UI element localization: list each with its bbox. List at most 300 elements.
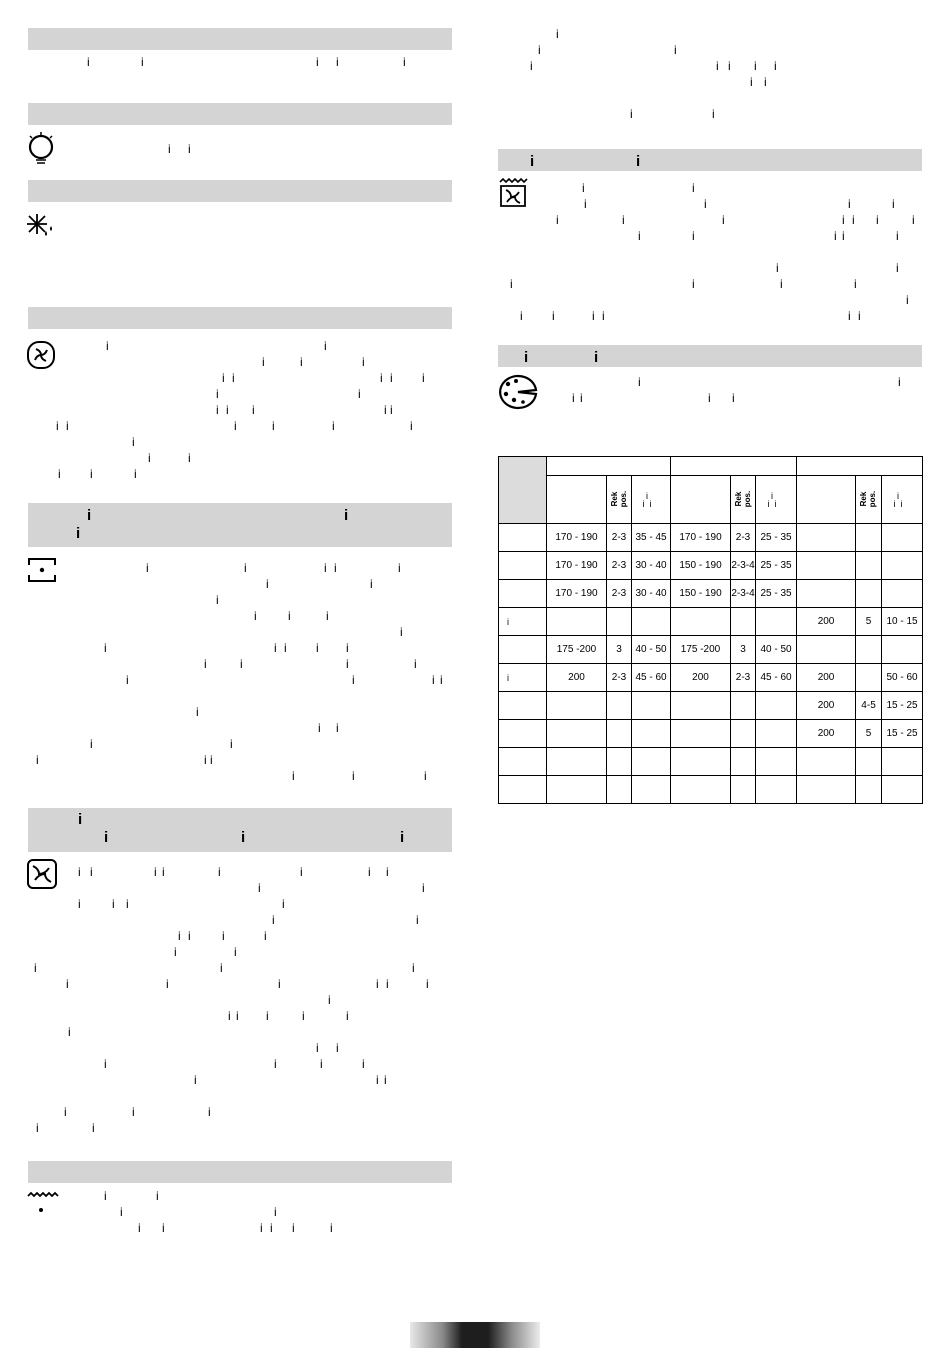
text-glyph: i [252, 403, 255, 417]
table-cell: 200 [797, 608, 856, 636]
table-cell [856, 580, 882, 608]
text-glyph: i [56, 419, 59, 433]
text-glyph: i [728, 59, 731, 73]
table-cell [882, 748, 923, 776]
table-cell: 200 [797, 720, 856, 748]
table-cell [607, 776, 632, 804]
table-row [499, 776, 923, 804]
text-glyph: i [166, 977, 169, 991]
table-cell: 3 [607, 636, 632, 664]
text-glyph: i [154, 865, 157, 879]
table-cell [731, 748, 756, 776]
table-cell [547, 608, 607, 636]
text-glyph: i [376, 977, 379, 991]
table-row [499, 664, 923, 692]
table-cell [856, 776, 882, 804]
dish-name-cell [499, 776, 547, 804]
table-cell [731, 776, 756, 804]
text-glyph: i [36, 753, 39, 767]
text-glyph: i [92, 1121, 95, 1135]
text-glyph: i [362, 355, 365, 369]
heading-glyph: i [344, 507, 349, 524]
table-cell: 3 [731, 636, 756, 664]
text-glyph: i [236, 1009, 239, 1023]
text-glyph: i [90, 737, 93, 751]
text-glyph: i [750, 75, 753, 89]
table-cell [856, 552, 882, 580]
text-glyph: i [572, 391, 575, 405]
table-row [499, 720, 923, 748]
text-glyph: i [316, 1041, 319, 1055]
text-glyph: i [336, 1041, 339, 1055]
heading-glyph: i [524, 349, 529, 366]
table-cell [671, 748, 731, 776]
table-cell: 25 - 35 [756, 580, 797, 608]
text-glyph: i [842, 229, 845, 243]
text-glyph: i [384, 403, 387, 417]
text-glyph: i [278, 977, 281, 991]
text-glyph: i [692, 229, 695, 243]
time-col-header: i i i [756, 476, 797, 524]
table-cell [882, 524, 923, 552]
text-glyph: i [292, 1221, 295, 1235]
rek-pos-header: Rek pos. [607, 476, 632, 524]
table-cell: 170 - 190 [671, 524, 731, 552]
text-glyph: i [716, 59, 719, 73]
text-glyph: i [316, 641, 319, 655]
heading-glyph: i [530, 153, 535, 170]
text-glyph: i [90, 865, 93, 879]
text-glyph: i [226, 403, 229, 417]
text-glyph: i [132, 435, 135, 449]
text-glyph: i [416, 913, 419, 927]
temp-col-header [797, 476, 856, 524]
text-glyph: i [188, 929, 191, 943]
text-glyph: i [138, 1221, 141, 1235]
text-glyph: i [362, 1057, 365, 1071]
defrost-icon [26, 213, 54, 239]
text-glyph: i [326, 609, 329, 623]
table-cell: 170 - 190 [547, 524, 607, 552]
table-cell [607, 748, 632, 776]
table-cell [756, 776, 797, 804]
text-glyph: i [270, 1221, 273, 1235]
text-glyph: i [876, 213, 879, 227]
section-header-bar [28, 28, 452, 50]
bottom-fan-icon [498, 178, 528, 210]
table-cell [547, 776, 607, 804]
text-glyph: i [78, 897, 81, 911]
table-cell: 150 - 190 [671, 580, 731, 608]
heading-glyph: i [594, 349, 599, 366]
table-cell: 35 - 45 [632, 524, 671, 552]
text-glyph: i [556, 27, 559, 41]
table-cell [756, 748, 797, 776]
text-glyph: i [776, 261, 779, 275]
dish-name-cell: i [499, 664, 547, 692]
table-cell [882, 580, 923, 608]
table-cell [756, 608, 797, 636]
text-glyph: i [580, 391, 583, 405]
text-glyph: i [220, 961, 223, 975]
table-cell: 45 - 60 [756, 664, 797, 692]
text-glyph: i [66, 419, 69, 433]
table-cell: 4-5 [856, 692, 882, 720]
time-col-header: i i i [882, 476, 923, 524]
text-glyph: i [274, 641, 277, 655]
text-glyph: i [334, 561, 337, 575]
text-glyph: i [754, 59, 757, 73]
fan-icon [26, 340, 56, 370]
table-cell [856, 664, 882, 692]
text-glyph: i [780, 277, 783, 291]
section-header-bar [498, 149, 922, 171]
text-glyph: i [414, 657, 417, 671]
text-glyph: i [141, 55, 144, 69]
text-glyph: i [222, 371, 225, 385]
table-cell: 200 [547, 664, 607, 692]
text-glyph: i [712, 107, 715, 121]
text-glyph: i [834, 229, 837, 243]
table-cell: 45 - 60 [632, 664, 671, 692]
text-glyph: i [134, 467, 137, 481]
text-glyph: i [260, 1221, 263, 1235]
table-cell: 25 - 35 [756, 552, 797, 580]
text-glyph: i [398, 561, 401, 575]
text-glyph: i [638, 229, 641, 243]
table-row [499, 580, 923, 608]
text-glyph: i [274, 1057, 277, 1071]
table-cell [731, 608, 756, 636]
text-glyph: i [764, 75, 767, 89]
text-glyph: i [848, 197, 851, 211]
table-cell [671, 608, 731, 636]
text-glyph: i [78, 865, 81, 879]
table-cell [882, 776, 923, 804]
text-glyph: i [266, 577, 269, 591]
lamp-icon [26, 130, 58, 166]
text-glyph: i [556, 213, 559, 227]
text-glyph: i [440, 673, 443, 687]
section-header-bar [28, 808, 452, 852]
text-glyph: i [262, 355, 265, 369]
table-cell [856, 748, 882, 776]
text-glyph: i [234, 419, 237, 433]
table-group-header [547, 457, 671, 476]
static-oven-icon [26, 555, 58, 585]
rek-pos-header: Rek pos. [731, 476, 756, 524]
heading-glyph: i [87, 507, 92, 524]
text-glyph: i [228, 1009, 231, 1023]
text-glyph: i [87, 55, 90, 69]
text-glyph: i [234, 945, 237, 959]
table-cell [797, 748, 856, 776]
text-glyph: i [272, 419, 275, 433]
text-glyph: i [412, 961, 415, 975]
table-cell: 30 - 40 [632, 580, 671, 608]
table-cell [607, 692, 632, 720]
table-cell [632, 608, 671, 636]
text-glyph: i [302, 1009, 305, 1023]
text-glyph: i [510, 277, 513, 291]
text-glyph: i [324, 339, 327, 353]
text-glyph: i [168, 142, 171, 156]
table-cell [632, 748, 671, 776]
text-glyph: i [722, 213, 725, 227]
text-glyph: i [146, 561, 149, 575]
text-glyph: i [264, 929, 267, 943]
heading-glyph: i [78, 811, 83, 828]
text-glyph: i [204, 753, 207, 767]
heading-glyph: i [241, 829, 246, 846]
dish-name-cell [499, 580, 547, 608]
text-glyph: i [174, 945, 177, 959]
table-group-header [797, 457, 923, 476]
section-header-bar [28, 307, 452, 329]
text-glyph: i [34, 961, 37, 975]
text-glyph: i [692, 181, 695, 195]
text-glyph: i [330, 1221, 333, 1235]
table-cell [547, 720, 607, 748]
text-glyph: i [320, 1057, 323, 1071]
text-glyph: i [194, 1073, 197, 1087]
text-glyph: i [210, 753, 213, 767]
text-glyph: i [852, 213, 855, 227]
table-row [499, 748, 923, 776]
text-glyph: i [390, 371, 393, 385]
text-glyph: i [384, 1073, 387, 1087]
text-glyph: i [178, 929, 181, 943]
table-cell: 170 - 190 [547, 552, 607, 580]
text-glyph: i [622, 213, 625, 227]
table-cell [797, 552, 856, 580]
text-glyph: i [292, 769, 295, 783]
table-cell: 175 -200 [671, 636, 731, 664]
text-glyph: i [148, 451, 151, 465]
text-glyph: i [422, 881, 425, 895]
text-glyph: i [892, 197, 895, 211]
table-cell: 25 - 35 [756, 524, 797, 552]
table-corner-cell [499, 457, 547, 524]
text-glyph: i [708, 391, 711, 405]
text-glyph: i [90, 467, 93, 481]
text-glyph: i [272, 913, 275, 927]
text-glyph: i [732, 391, 735, 405]
text-glyph: i [254, 609, 257, 623]
text-glyph: i [352, 673, 355, 687]
table-cell [671, 720, 731, 748]
section-header-bar [28, 180, 452, 202]
table-cell: 200 [671, 664, 731, 692]
text-glyph: i [630, 107, 633, 121]
text-glyph: i [282, 897, 285, 911]
text-glyph: i [692, 277, 695, 291]
text-glyph: i [58, 467, 61, 481]
temp-col-header [547, 476, 607, 524]
text-glyph: i [162, 1221, 165, 1235]
table-row [499, 636, 923, 664]
table-cell: 5 [856, 608, 882, 636]
text-glyph: i [896, 261, 899, 275]
table-cell: 10 - 15 [882, 608, 923, 636]
text-glyph: i [386, 977, 389, 991]
text-glyph: i [126, 673, 129, 687]
text-glyph: i [380, 371, 383, 385]
table-cell: 15 - 25 [882, 720, 923, 748]
text-glyph: i [244, 561, 247, 575]
table-cell [731, 720, 756, 748]
page-footer-bar [410, 1322, 540, 1348]
temp-col-header [671, 476, 731, 524]
text-glyph: i [602, 309, 605, 323]
dish-name-cell [499, 524, 547, 552]
table-cell [797, 636, 856, 664]
table-row [499, 552, 923, 580]
text-glyph: i [390, 403, 393, 417]
dish-name-cell [499, 720, 547, 748]
table-cell [756, 720, 797, 748]
text-glyph: i [584, 197, 587, 211]
rek-pos-header: Rek pos. [856, 476, 882, 524]
text-glyph: i [156, 1189, 159, 1203]
table-cell [547, 748, 607, 776]
heading-glyph: i [104, 829, 109, 846]
text-glyph: i [898, 375, 901, 389]
table-cell: 50 - 60 [882, 664, 923, 692]
section-header-bar [28, 1161, 452, 1183]
text-glyph: i [216, 403, 219, 417]
text-glyph: i [592, 309, 595, 323]
section-header-bar [28, 503, 452, 547]
text-glyph: i [426, 977, 429, 991]
table-cell [632, 720, 671, 748]
text-glyph: i [674, 43, 677, 57]
text-glyph: i [842, 213, 845, 227]
text-glyph: i [410, 419, 413, 433]
text-glyph: i [284, 641, 287, 655]
text-glyph: i [582, 181, 585, 195]
text-glyph: i [858, 309, 861, 323]
table-row [499, 692, 923, 720]
text-glyph: i [112, 897, 115, 911]
table-cell [797, 580, 856, 608]
table-cell [882, 552, 923, 580]
text-glyph: i [316, 55, 319, 69]
fan-grill-icon [26, 858, 58, 890]
time-col-header: i i i [632, 476, 671, 524]
text-glyph: i [376, 1073, 379, 1087]
table-cell: 150 - 190 [671, 552, 731, 580]
text-glyph: i [352, 769, 355, 783]
table-cell: 15 - 25 [882, 692, 923, 720]
table-cell: 200 [797, 692, 856, 720]
heading-glyph: i [400, 829, 405, 846]
text-glyph: i [258, 881, 261, 895]
table-cell: 5 [856, 720, 882, 748]
table-cell [632, 692, 671, 720]
table-cell [671, 692, 731, 720]
text-glyph: i [552, 309, 555, 323]
table-subheader-row [499, 476, 923, 524]
text-glyph: i [704, 197, 707, 211]
table-cell: 30 - 40 [632, 552, 671, 580]
table-cell: 170 - 190 [547, 580, 607, 608]
text-glyph: i [188, 142, 191, 156]
table-cell [671, 776, 731, 804]
pizza-icon [496, 372, 540, 410]
text-glyph: i [104, 1057, 107, 1071]
table-cell [607, 720, 632, 748]
table-cell: 2-3-4 [731, 580, 756, 608]
text-glyph: i [538, 43, 541, 57]
heading-glyph: i [636, 153, 641, 170]
text-glyph: i [328, 993, 331, 1007]
text-glyph: i [230, 737, 233, 751]
table-cell: 2-3 [731, 664, 756, 692]
table-cell: 2-3 [731, 524, 756, 552]
section-header-bar [498, 345, 922, 367]
text-glyph: i [774, 59, 777, 73]
table-group-header [671, 457, 797, 476]
table-cell: 2-3 [607, 524, 632, 552]
text-glyph: i [346, 657, 349, 671]
text-glyph: i [132, 1105, 135, 1119]
table-cell: 2-3 [607, 580, 632, 608]
text-glyph: i [104, 641, 107, 655]
table-cell: 40 - 50 [756, 636, 797, 664]
text-glyph: i [274, 1205, 277, 1219]
table-cell [756, 692, 797, 720]
text-glyph: i [403, 55, 406, 69]
table-cell [856, 524, 882, 552]
table-cell: 40 - 50 [632, 636, 671, 664]
text-glyph: i [240, 657, 243, 671]
table-cell [797, 776, 856, 804]
text-glyph: i [368, 865, 371, 879]
text-glyph: i [232, 371, 235, 385]
text-glyph: i [912, 213, 915, 227]
text-glyph: i [222, 929, 225, 943]
text-glyph: i [162, 865, 165, 879]
table-cell [797, 524, 856, 552]
text-glyph: i [324, 561, 327, 575]
table-cell: 175 -200 [547, 636, 607, 664]
text-glyph: i [266, 1009, 269, 1023]
dish-name-cell [499, 748, 547, 776]
table-cell [547, 692, 607, 720]
text-glyph: i [336, 55, 339, 69]
oven-settings-table [498, 456, 923, 804]
table-cell: 200 [797, 664, 856, 692]
text-glyph: i [66, 977, 69, 991]
text-glyph: i [204, 657, 207, 671]
text-glyph: i [530, 59, 533, 73]
text-glyph: i [68, 1025, 71, 1039]
text-glyph: i [104, 1189, 107, 1203]
dish-name-cell: i [499, 608, 547, 636]
text-glyph: i [36, 1121, 39, 1135]
section-header-bar [28, 103, 452, 125]
text-glyph: i [300, 865, 303, 879]
text-glyph: i [848, 309, 851, 323]
text-glyph: i [216, 387, 219, 401]
bottom-heat-icon [26, 1190, 60, 1218]
heading-glyph: i [76, 525, 81, 542]
text-glyph: i [106, 339, 109, 353]
table-cell [607, 608, 632, 636]
text-glyph: i [332, 419, 335, 433]
text-glyph: i [218, 865, 221, 879]
